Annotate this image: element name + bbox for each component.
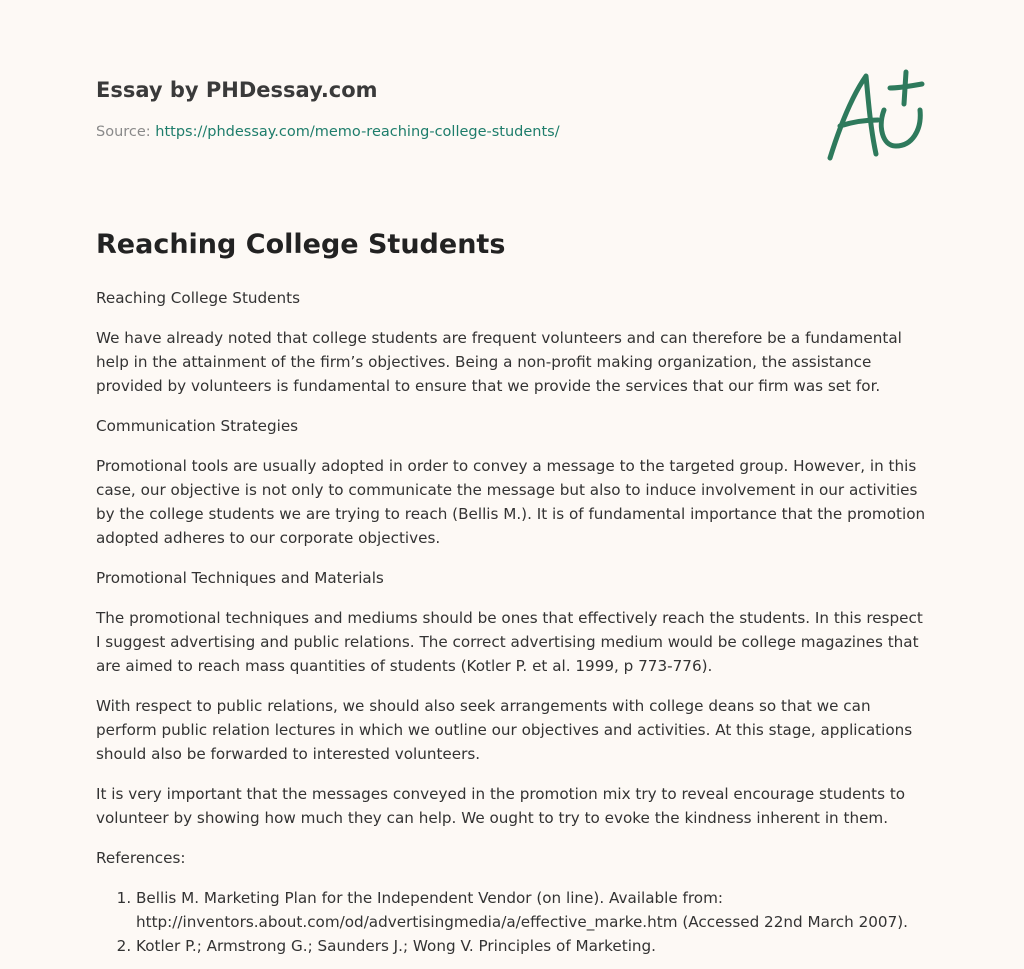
section-heading: References:: [96, 849, 186, 867]
references-list: [96, 886, 932, 958]
section-heading: Communication Strategies: [96, 417, 299, 435]
a-plus-logo-icon: [818, 66, 928, 166]
source-link[interactable]: https://phdessay.com/memo-reaching-college-students/: [155, 124, 560, 140]
paragraph: We have already noted that college students are frequent volunteers and can therefore be a fundamental help in the attainment of the firm’s objectives. Being a non-profit making organization, the assistance provided by volunteers is fundamental to ensure that we provide the services that our firm was set for.: [96, 329, 902, 395]
paragraph: The promotional techniques and mediums should be ones that effectively reach the students. In this respect I suggest advertising and public relations. The correct advertising medium would be college magazines that are aimed to reach mass quantities of students (Kotler P. et al. 1999, p 773-776).: [96, 609, 923, 675]
source-line: [96, 122, 796, 142]
paragraph: It is very important that the messages conveyed in the promotion mix try to reveal encourage students to volunteer by showing how much they can help. We ought to try to evoke the kindness inherent in them.: [96, 785, 906, 827]
section-heading: Promotional Techniques and Materials: [96, 569, 384, 587]
source-label: Source:: [96, 124, 151, 140]
site-brand: Essay by PHDessay.com: [96, 78, 378, 102]
page-header: [96, 76, 796, 142]
article-title: Reaching College Students: [96, 229, 506, 260]
article-body: [96, 286, 932, 870]
reference-item: 2. Kotler P.; Armstrong G.; Saunders J.; Wong V. Principles of Marketing.: [136, 934, 932, 958]
reference-item: 1. Bellis M. Marketing Plan for the Independent Vendor (on line). Available from: http://inventors.about.com/od/advertisingmedia/a/effective_marke.htm (Accessed 22nd March 2007).: [136, 886, 932, 934]
paragraph: With respect to public relations, we should also seek arrangements with college deans so that we can perform public relation lectures in which we outline our objectives and activities. At this stage, applications should also be forwarded to interested volunteers.: [96, 697, 913, 763]
article: [96, 226, 932, 958]
section-heading: Reaching College Students: [96, 289, 300, 307]
paragraph: Promotional tools are usually adopted in order to convey a message to the targeted group. However, in this case, our objective is not only to communicate the message but also to induce involvement in our activities by the college students we are trying to reach (Bellis M.). It is of fundamental importance that the promotion adopted adheres to our corporate objectives.: [96, 457, 926, 547]
